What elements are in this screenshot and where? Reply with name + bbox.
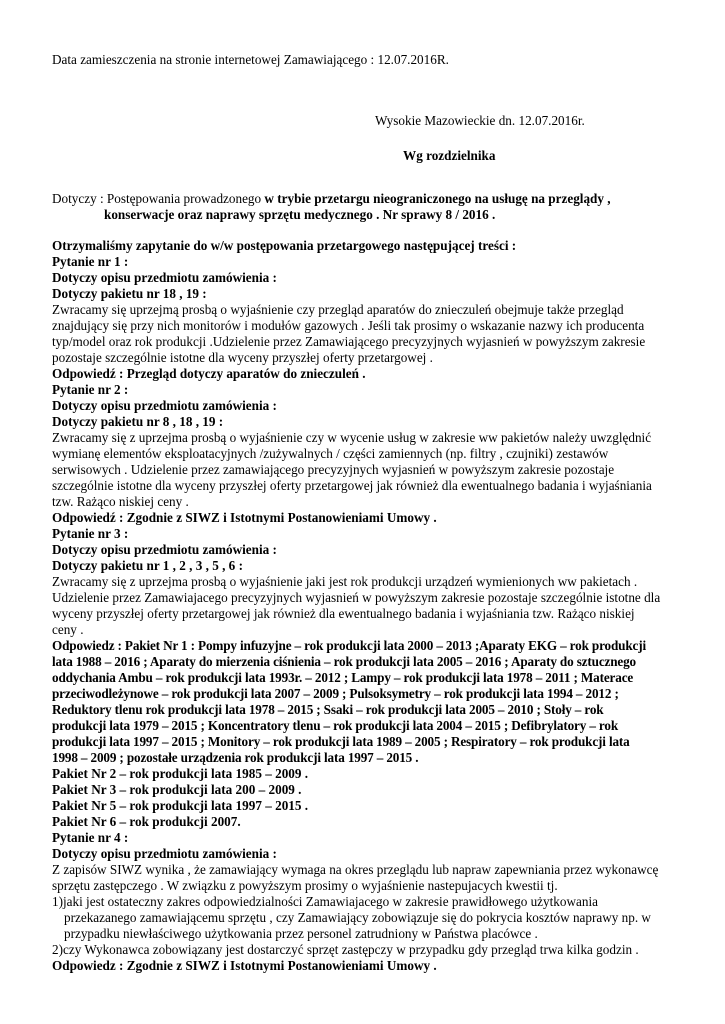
- q4-text-line: 1)jaki jest ostateczny zakres odpowiedzialności Zamawiajacego w zakresie prawidłowego użytkowania: [52, 894, 598, 909]
- subject-label: Dotyczy : Postępowania prowadzonego: [52, 191, 262, 206]
- q3-answer-line: Pakiet Nr 3 – rok produkcji lata 200 – 2009 .: [52, 782, 302, 797]
- subject-bold-1: w trybie przetargu nieograniczonego na usługę na przeglądy ,: [264, 191, 611, 206]
- subject-line-2: konserwacje oraz naprawy sprzętu medycznego . Nr sprawy 8 / 2016 .: [104, 207, 496, 222]
- q4-text-line: 2)czy Wykonawca zobowiązany jest dostarczyć sprzęt zastępczy w przypadku gdy przegląd trwa kilka godzin .: [52, 942, 639, 957]
- q2-text-line: szczególnie istotne dla wyceny przyszłej oferty przetargowej jak również dla ewentualnego badania i wyjaśniania: [52, 478, 652, 493]
- q3-about: Dotyczy opisu przedmiotu zamówienia :: [52, 542, 277, 557]
- q3-answer-line: produkcji lata 1997 – 2015 ; Monitory – rok produkcji lata 1989 – 2005 ; Respiratory – rok produkcji lata: [52, 734, 630, 749]
- q3-answer-line: Odpowiedz : Pakiet Nr 1 : Pompy infuzyjne – rok produkcji lata 2000 – 2013 ;Aparaty EKG – rok produkcji: [52, 638, 647, 653]
- q4-text-line: Z zapisów SIWZ wynika , że zamawiający wymaga na okres przeglądu lub napraw zapewniania przez wykonawcę: [52, 862, 659, 877]
- q3-answer-line: Pakiet Nr 2 – rok produkcji lata 1985 – 2009 .: [52, 766, 309, 781]
- q1-about: Dotyczy opisu przedmiotu zamówienia :: [52, 270, 277, 285]
- q3-title: Pytanie nr 3 :: [52, 526, 129, 541]
- q3-answer-line: Pakiet Nr 5 – rok produkcji lata 1997 – 2015 .: [52, 798, 309, 813]
- q2-text-line: serwisowych . Udzielenie przez zamawiającego precyzyjnych wyjasnień w powyższym zakresie pozostaje: [52, 462, 615, 477]
- recipients: Wg rozdzielnika: [403, 148, 496, 163]
- intro: Otrzymaliśmy zapytanie do w/w postępowania przetargowego następującej treści :: [52, 238, 517, 253]
- q1-package: Dotyczy pakietu nr 18 , 19 :: [52, 286, 207, 301]
- q3-answer-line: produkcji lata 1979 – 2015 ; Koncentratory tlenu – rok produkcji lata 2004 – 2015 ; Defibrylatory – rok: [52, 718, 619, 733]
- q3-answer-line: oddychania Ambu – rok produkcji lata 1993r. – 2012 ; Lampy – rok produkcji lata 1978 – 2011 ; Materace: [52, 670, 634, 685]
- q4-answer: Odpowiedz : Zgodnie z SIWZ i Istotnymi Postanowieniami Umowy .: [52, 958, 437, 973]
- q1-text-line: Zwracamy się uprzejmą prosbą o wyjaśnienie czy przegląd aparatów do znieczuleń obejmuje także przegląd: [52, 302, 624, 317]
- q4-text-line: przypadku niewłaściwego użytkowania przez personel zatrudniony w Państwa placówce .: [64, 926, 538, 941]
- q3-answer-line: 1998 – 2009 ; pozostałe urządzenia rok produkcji lata 1997 – 2015 .: [52, 750, 419, 765]
- q1-text-line: znajdujący się przy nich monitorów i modułów gazowych . Jeśli tak prosimy o wskazanie nazwy ich producenta: [52, 318, 645, 333]
- q3-answer-line: przeciwodleżynowe – rok produkcji lata 2007 – 2009 ; Pulsoksymetry – rok produkcji lata 1994 – 2012 ;: [52, 686, 619, 701]
- q3-text-line: wyceny przyszłej oferty przetargowej jak również dla ewentualnego badania i wyjaśniania tzw. Rażąco niskiej: [52, 606, 635, 621]
- q3-package: Dotyczy pakietu nr 1 , 2 , 3 , 5 , 6 :: [52, 558, 243, 573]
- q1-text-line: typ/model oraz rok produkcji .Udzielenie przez Zamawiającego precyzyjnych wyjasnień w powyższym zakresie: [52, 334, 646, 349]
- place-date: Wysokie Mazowieckie dn. 12.07.2016r.: [375, 113, 585, 128]
- q4-title: Pytanie nr 4 :: [52, 830, 129, 845]
- q2-text-line: Zwracamy się z uprzejma prosbą o wyjaśnienie czy w wycenie usług w zakresie ww pakietów należy uwzględnić: [52, 430, 652, 445]
- publication-date-line: Data zamieszczenia na stronie internetowej Zamawiającego : 12.07.2016R.: [52, 52, 449, 67]
- q2-title: Pytanie nr 2 :: [52, 382, 129, 397]
- q4-text-line: sprzętu zastępczego . W związku z powyższym prosimy o wyjaśnienie nastepujacych kwestii tj.: [52, 878, 558, 893]
- q4-text-line: przekazanego zamawiającemu sprzętu , czy Zamawiający zobowiązuje się do pokrycia kosztów naprawy np. w: [64, 910, 651, 925]
- q2-answer: Odpowiedź : Zgodnie z SIWZ i Istotnymi Postanowieniami Umowy .: [52, 510, 437, 525]
- q2-text-line: wymianę elementów eksploatacyjnych /zużywalnych / części zamiennych (np. filtry , czujniki) zestawów: [52, 446, 609, 461]
- q3-answer-line: Reduktory tlenu rok produkcji lata 1978 – 2015 ; Ssaki – rok produkcji lata 2005 – 2010 ; Stoły – rok: [52, 702, 604, 717]
- q3-answer-line: Pakiet Nr 6 – rok produkcji 2007.: [52, 814, 241, 829]
- q2-package: Dotyczy pakietu nr 8 , 18 , 19 :: [52, 414, 224, 429]
- q3-text-line: Udzielenie przez Zamawiajacego precyzyjnych wyjasnień w powyższym zakresie pozostaje szczególnie istotne dla: [52, 590, 661, 605]
- subject-line-1: [52, 191, 611, 207]
- q2-about: Dotyczy opisu przedmiotu zamówienia :: [52, 398, 277, 413]
- q1-title: Pytanie nr 1 :: [52, 254, 129, 269]
- q3-text-line: Zwracamy się z uprzejma prosbą o wyjaśnienie jaki jest rok produkcji urządzeń wymienionych ww pakietach .: [52, 574, 638, 589]
- q3-text-line: ceny .: [52, 622, 84, 637]
- q3-answer-line: lata 1988 – 2016 ; Aparaty do mierzenia ciśnienia – rok produkcji lata 2005 – 2016 ; Aparaty do sztucznego: [52, 654, 636, 669]
- q4-about: Dotyczy opisu przedmiotu zamówienia :: [52, 846, 277, 861]
- q2-text-line: tzw. Rażąco niskiej ceny .: [52, 494, 189, 509]
- q1-answer: Odpowiedź : Przegląd dotyczy aparatów do znieczuleń .: [52, 366, 366, 381]
- q1-text-line: pozostaje szczególnie istotne dla wyceny przyszłej oferty przetargowej .: [52, 350, 433, 365]
